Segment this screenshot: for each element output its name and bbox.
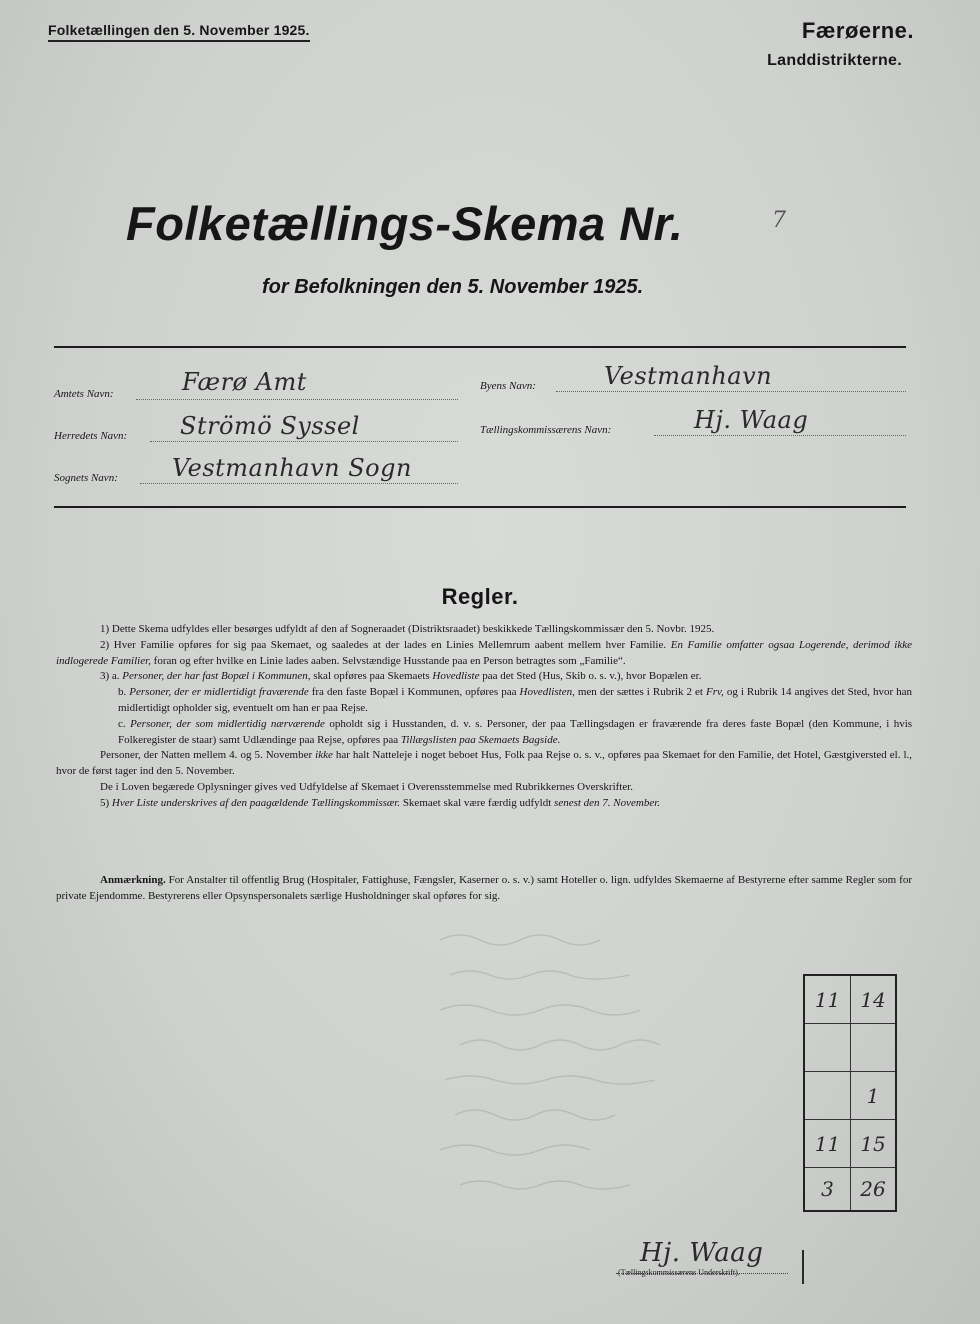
note-text: For Anstalter til offentlig Brug (Hospitaler, Fattighuse, Fængsler, Kaserner o. s. v.) samt Hoteller o. lign. udfyldes Skemaerne af Bestyrerne efter samme Regler som for private Ejendomme. Bestyrerens eller Opsynspersonalets særlige Husholdninger skal opføres for sig. <box>56 874 913 902</box>
tally-cell: 14 <box>851 976 895 1024</box>
herred-value: Strömö Syssel <box>180 412 360 440</box>
form-title: Folketællings-Skema Nr. <box>126 197 684 250</box>
kommissaer-value: Hj. Waag <box>694 406 809 434</box>
sogn-label: Sognets Navn: <box>54 472 118 484</box>
note-label: Anmærkning. <box>100 874 166 886</box>
bleed-through-area <box>430 920 770 1220</box>
tally-cell: 15 <box>851 1120 895 1168</box>
rule-1: 1) Dette Skema udfyldes eller besørges udfyldt af den af Sogneraadet (Distriktsraadet) beskikkede Tællingskommissær den 5. Novbr. 1925. <box>100 623 715 635</box>
tally-cell: 3 <box>805 1168 851 1210</box>
rule-5: 5) Hver Liste underskrives af den paagældende Tællingskommissær. Skemaet skal være færdig udfyldt senest den 7. November. <box>100 796 661 809</box>
rule-2: 2) Hver Familie opføres for sig paa Skemaet, og saaledes at der lades en Linies Mellemrum aabent mellem hver Familie. En Familie omfatter ogsaa Logerende, derimod ikke indlogerede Familier, foran og efter hvilke en Linie lades aaben. Selvstændige Husstande paa en Person betragtes som „Familie“. <box>56 638 912 667</box>
annotation-note <box>56 872 912 904</box>
tally-cell <box>805 1024 851 1072</box>
sogn-underline <box>140 482 458 484</box>
bleed-through-strokes <box>430 920 770 1220</box>
by-label: Byens Navn: <box>480 380 536 392</box>
amt-underline <box>136 398 458 400</box>
sogn-value: Vestmanhavn Sogn <box>172 454 412 482</box>
rule-4: De i Loven begærede Oplysninger gives ved Udfyldelse af Skemaet i Overensstemmelse med Rubrikkernes Overskrifter. <box>100 780 634 793</box>
amt-label: Amtets Navn: <box>54 388 114 400</box>
herred-label: Herredets Navn: <box>54 430 128 442</box>
amt-value: Færø Amt <box>182 368 307 396</box>
form-subtitle: for Befolkningen den 5. November 1925. <box>262 276 644 298</box>
herred-underline <box>150 440 458 442</box>
tally-cell: 26 <box>860 1177 886 1201</box>
kommissaer-label: Tællingskommissærens Navn: <box>480 424 612 436</box>
rule-3b: b. Personer, der er midlertidigt fraværende fra den faste Bopæl i Kommunen, opføres paa Hovedlisten, men der sættes i Rubrik 2 et Frv, og i Rubrik 14 angives det Sted, hvor han midlertidigt opholder sig, eventuelt om han er paa Rejse. <box>118 686 913 714</box>
tally-box <box>803 974 897 1212</box>
tally-cell: 11 <box>805 1120 851 1168</box>
signature: Hj. Waag <box>640 1238 764 1268</box>
header-census-date: Folketællingen den 5. November 1925. <box>48 22 310 42</box>
signature-mark <box>802 1250 804 1284</box>
rules-body <box>56 622 912 812</box>
header-district-type: Landdistrikterne. <box>767 52 902 69</box>
by-underline <box>556 390 906 392</box>
tally-cell <box>805 1072 851 1120</box>
rules-heading: Regler. <box>441 584 519 609</box>
rule-3c: c. Personer, der som midlertidig nærværende opholdt sig i Husstanden, d. v. s. Personer, der paa Tællingsdagen er fraværende fra deres faste Bopæl (den Kommune, i hvis Folkeregister de staar) samt Udlændinge paa Rejse, opføres paa Tillægslisten paa Skemaets Bagside. <box>118 717 913 746</box>
header-region: Færøerne. <box>801 18 914 43</box>
top-divider <box>54 346 906 348</box>
kommissaer-underline <box>654 434 906 436</box>
form-number: 7 <box>772 208 786 233</box>
tally-cell: 11 <box>805 976 851 1024</box>
bottom-divider <box>54 506 906 508</box>
by-value: Vestmanhavn <box>604 362 773 390</box>
rule-3d: Personer, der Natten mellem 4. og 5. November ikke har halt Natteleje i noget beboet Hus, Folk paa Rejse o. s. v., opføres paa Skemaet for den Familie, det Hotel, Gæstgiversted el. l., hvor de først tager ind den 5. November. <box>56 749 913 778</box>
tally-cell <box>851 1024 895 1072</box>
tally-cell: 1 <box>851 1072 895 1120</box>
rule-3a: 3) a. Personer, der har fast Bopæl i Kommunen, skal opføres paa Skemaets Hovedliste paa det Sted (Hus, Skib o. s. v.), hvor Bopælen er. <box>100 670 702 683</box>
signature-caption: (Tællingskommissærens Underskrift). <box>618 1268 740 1277</box>
